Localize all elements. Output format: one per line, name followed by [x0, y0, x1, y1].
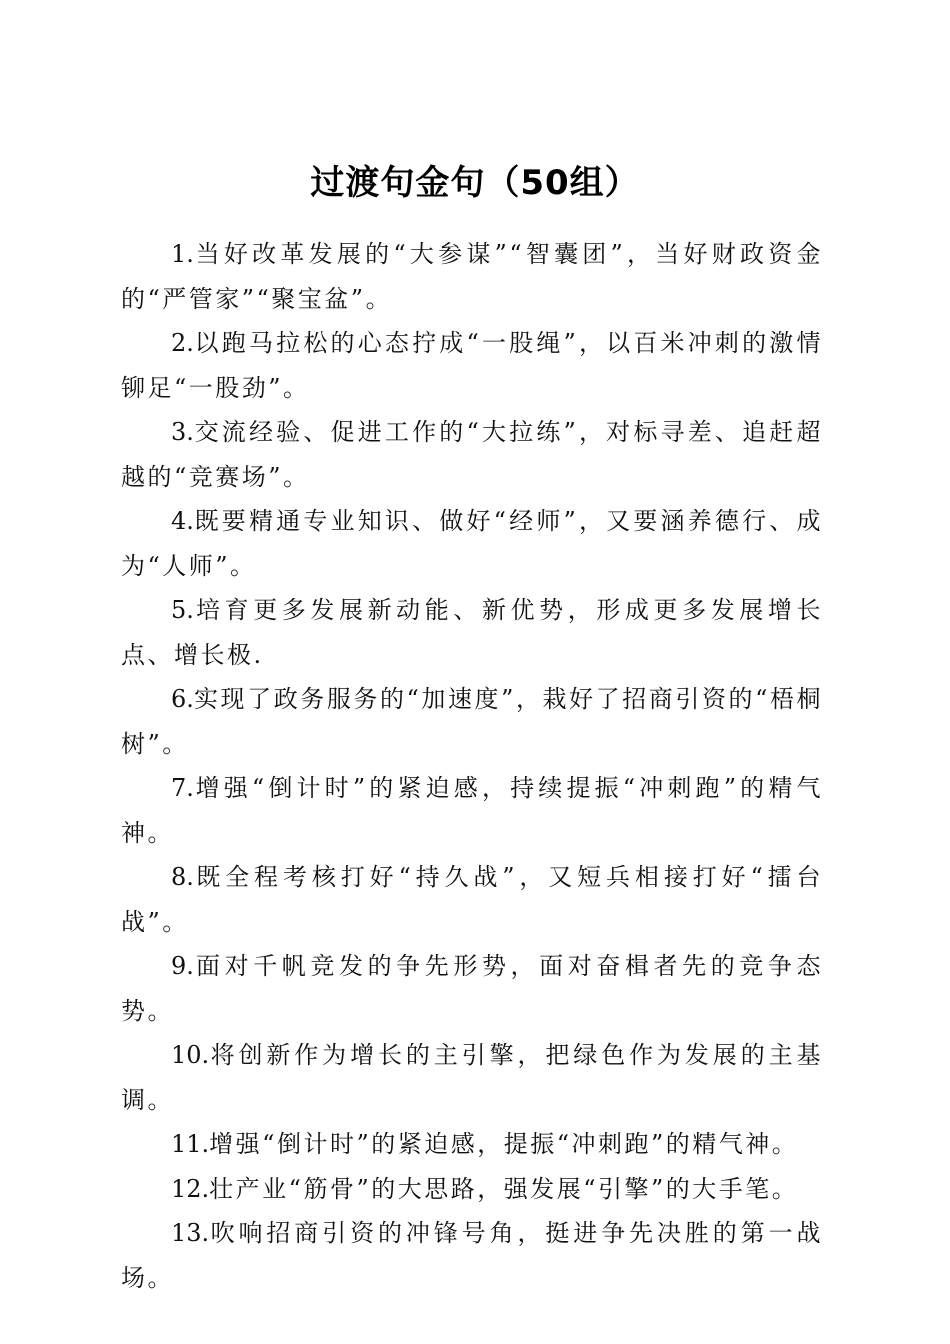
list-item: [121, 944, 823, 1033]
item-number: 6.: [171, 685, 194, 713]
item-text: 壮产业“筋骨”的大思路，强发展“引擎”的大手笔。: [209, 1174, 799, 1203]
list-item: [121, 499, 823, 588]
list-item: [121, 410, 823, 499]
item-text: 实现了政务服务的“加速度”，栽好了招商引资的“梧桐树”。: [121, 685, 823, 758]
list-item: [121, 855, 823, 944]
item-number: 1.: [171, 240, 194, 268]
item-text: 增强“倒计时”的紧迫感，持续提振“冲刺跑”的精气神。: [121, 774, 823, 847]
item-text: 交流经验、促进工作的“大拉练”，对标寻差、追赶超越的“竞赛场”。: [121, 418, 823, 491]
item-number: 4.: [171, 507, 194, 535]
list-item: [121, 321, 823, 410]
list-item: [121, 588, 823, 677]
item-text: 面对千帆竞发的争先形势，面对奋楫者先的竞争态势。: [121, 952, 823, 1025]
item-number: 12.: [171, 1174, 210, 1203]
item-text: 吹响招商引资的冲锋号角，挺进争先决胜的第一战场。: [121, 1219, 823, 1292]
document-body: [121, 232, 823, 1300]
list-item: [121, 766, 823, 855]
document-title: 过渡句金句（50组）: [310, 162, 640, 203]
item-text: 既全程考核打好“持久战”，又短兵相接打好“擂台战”。: [121, 863, 823, 936]
item-number: 3.: [171, 418, 194, 446]
list-item: [121, 677, 823, 766]
item-number: 13.: [171, 1219, 210, 1247]
list-item: [121, 232, 823, 321]
list-item: [121, 1033, 823, 1122]
item-text: 培育更多发展新动能、新优势，形成更多发展增长点、增长极.: [121, 596, 823, 669]
list-item: [121, 1122, 823, 1167]
item-text: 增强“倒计时”的紧迫感，提振“冲刺跑”的精气神。: [209, 1130, 799, 1158]
item-number: 7.: [171, 774, 194, 802]
item-number: 8.: [171, 863, 194, 891]
list-item: [121, 1167, 823, 1212]
item-number: 5.: [171, 596, 194, 624]
item-text: 以跑马拉松的心态拧成“一股绳”，以百米冲刺的激情铆足“一股劲”。: [121, 329, 823, 402]
item-text: 当好改革发展的“大参谋”“智囊团”，当好财政资金的“严管家”“聚宝盆”。: [121, 240, 823, 313]
list-item: [121, 1211, 823, 1300]
item-text: 将创新作为增长的主引擎，把绿色作为发展的主基调。: [121, 1041, 823, 1114]
item-text: 既要精通专业知识、做好“经师”，又要涵养德行、成为“人师”。: [121, 507, 823, 580]
item-number: 9.: [171, 952, 194, 980]
item-number: 11.: [171, 1130, 210, 1158]
item-number: 10.: [171, 1041, 210, 1069]
item-number: 2.: [171, 329, 194, 357]
